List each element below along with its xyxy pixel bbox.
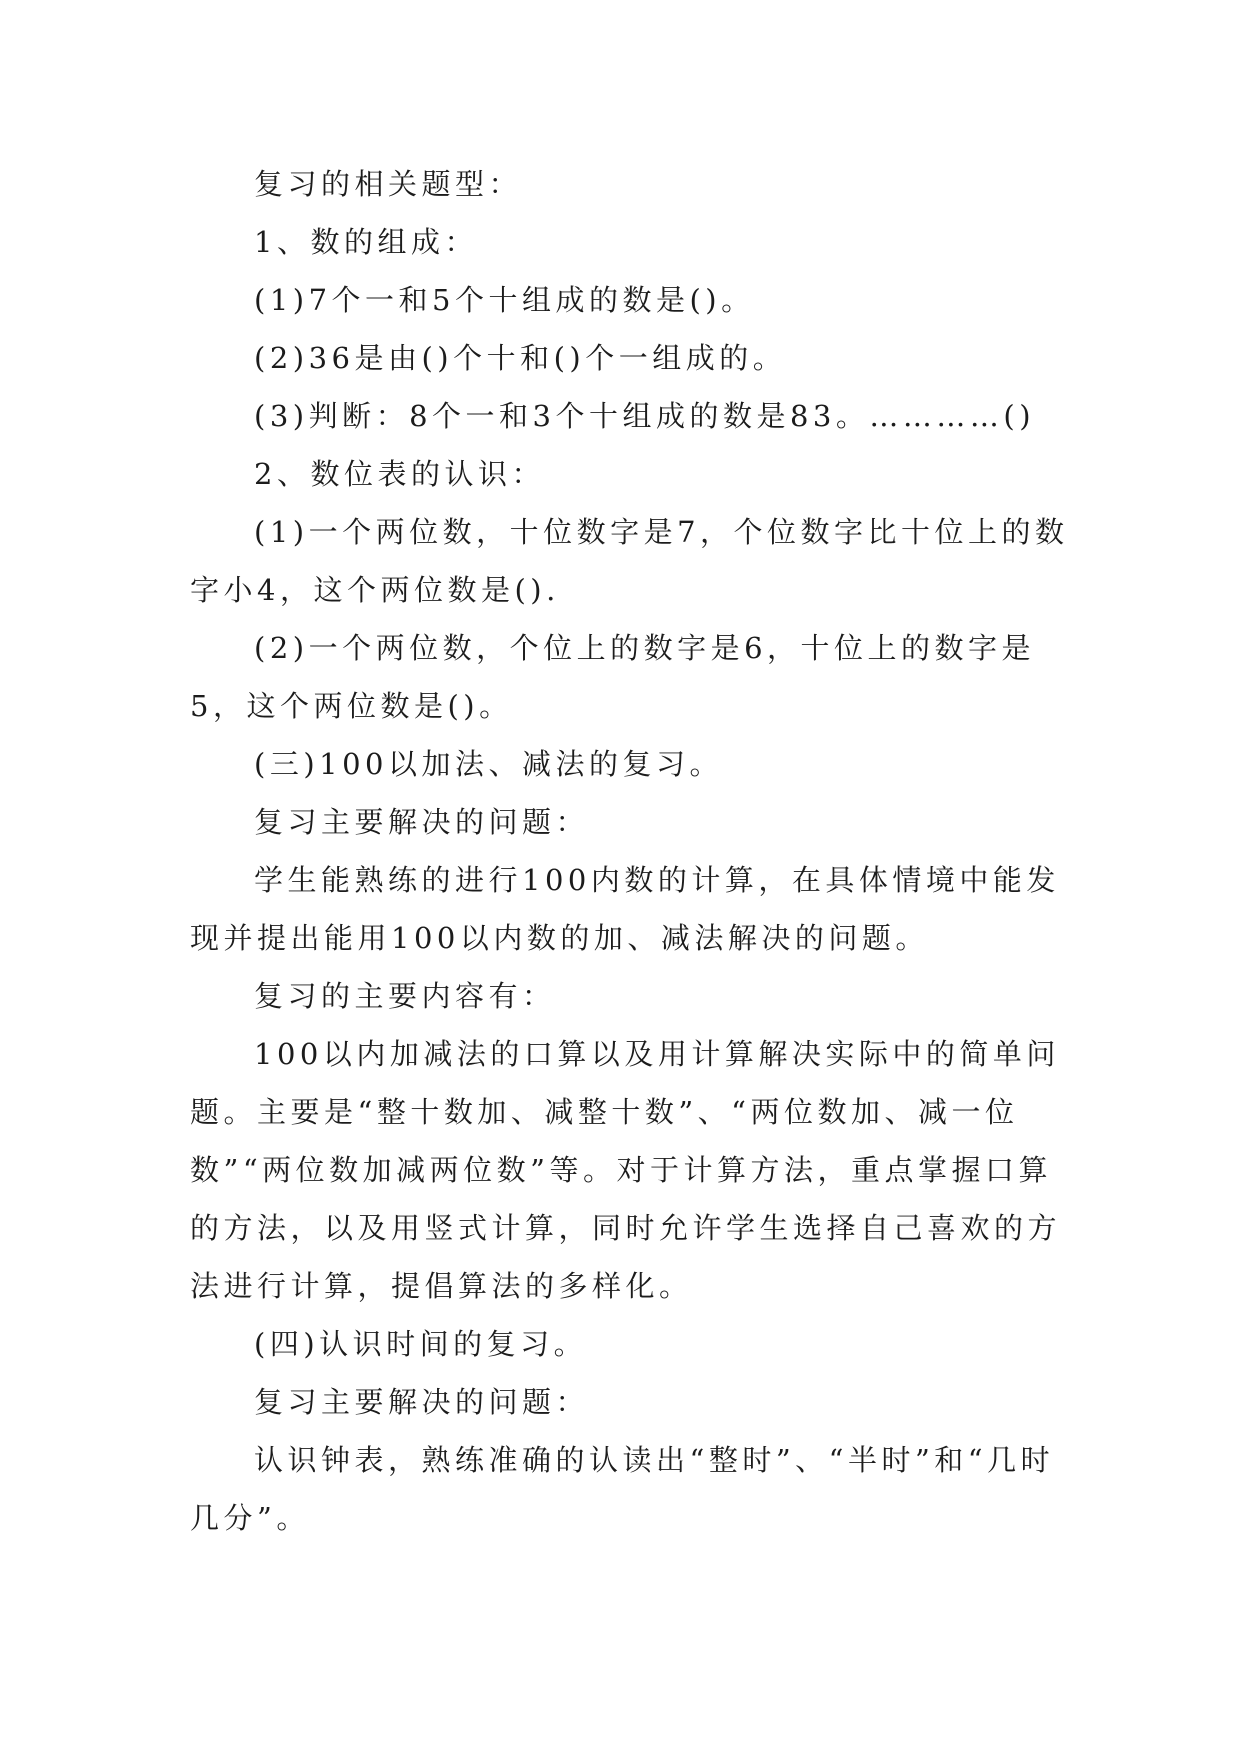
paragraph-content-body: 100以内加减法的口算以及用计算解决实际中的简单问题。主要是“整十数加、减整十数”、“两位数加、减一位数”“两位数加减两位数”等。对于计算方法，重点掌握口算的方法，以及用竖式计算，同时允许学生选择自己喜欢的方法进行计算，提倡算法的多样化。 — [190, 1037, 1062, 1303]
paragraph-content-heading: 复习的主要内容有： — [254, 979, 556, 1013]
paragraph-place-value-q1: (1)一个两位数，十位数字是7，个位数字比十位上的数字小4，这个两位数是(). — [190, 515, 1069, 607]
paragraph-number-composition-heading: 1、数的组成： — [254, 225, 478, 259]
paragraph-problems-body: 学生能熟练的进行100内数的计算，在具体情境中能发现并提出能用100以内数的加、减法解决的问题。 — [190, 863, 1060, 955]
paragraph-place-value-heading: 2、数位表的认识： — [254, 457, 545, 491]
paragraph-problems-heading: 复习主要解决的问题： — [254, 805, 590, 839]
paragraph-composition-q3: (3)判断：8个一和3个十组成的数是83。…………() — [254, 399, 1036, 433]
paragraph-composition-q1: (1)7个一和5个十组成的数是()。 — [254, 283, 755, 317]
paragraph-time-problems-heading: 复习主要解决的问题： — [254, 1385, 590, 1419]
paragraph-section-addition-subtraction: (三)100以加法、减法的复习。 — [254, 747, 723, 781]
paragraph-place-value-q2: (2)一个两位数，个位上的数字是6，十位上的数字是5，这个两位数是()。 — [190, 631, 1036, 723]
paragraph-composition-q2: (2)36是由()个十和()个一组成的。 — [254, 341, 787, 375]
paragraph-section-time: (四)认识时间的复习。 — [254, 1327, 588, 1361]
paragraph-time-body: 认识钟表，熟练准确的认读出“整时”、“半时”和“几时几分”。 — [190, 1443, 1055, 1535]
paragraph-question-types-heading: 复习的相关题型： — [254, 167, 523, 201]
